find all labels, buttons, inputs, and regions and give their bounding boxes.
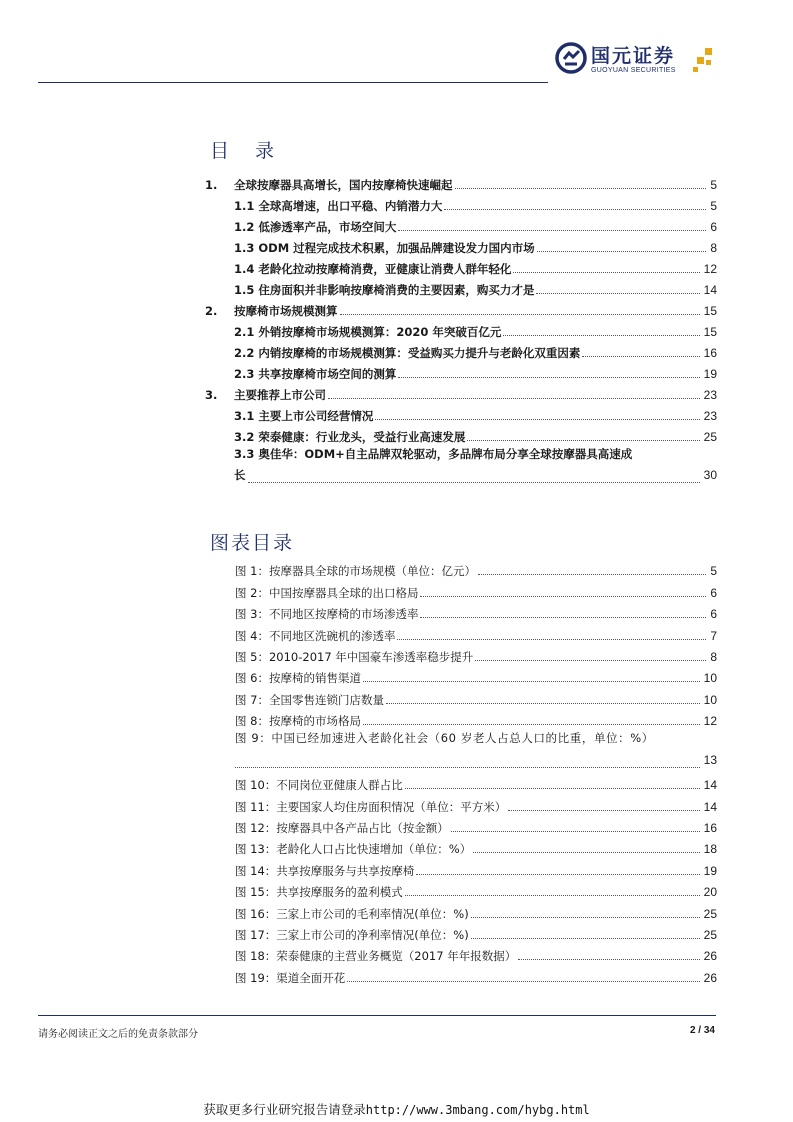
figure-entry-title: 图 13：老龄化人口占比快速增加（单位：%） xyxy=(235,842,472,857)
figure-entry-page: 26 xyxy=(703,970,717,985)
toc-entry[interactable] xyxy=(205,255,717,276)
toc-entry[interactable] xyxy=(205,444,717,486)
figure-entry[interactable] xyxy=(235,771,717,792)
dot-leader xyxy=(235,767,700,768)
figure-entry-page: 14 xyxy=(703,799,717,814)
figure-entry-title: 图 4：不同地区洗碗机的渗透率 xyxy=(235,628,396,643)
dot-leader xyxy=(363,724,700,725)
dot-leader xyxy=(455,188,707,189)
toc-entry-page: 12 xyxy=(703,262,717,276)
figure-entry[interactable] xyxy=(235,942,717,963)
toc-entry-title: 全球按摩器具高增长，国内按摩椅快速崛起 xyxy=(234,178,453,192)
toc-entry-page: 23 xyxy=(703,388,717,402)
dot-leader xyxy=(398,377,699,378)
toc-entry-page: 30 xyxy=(703,468,717,482)
toc-entry-number: 2. xyxy=(205,304,218,318)
dot-leader xyxy=(248,482,700,483)
toc-entry-page: 6 xyxy=(710,220,717,234)
dot-leader xyxy=(513,272,699,273)
toc-entry-title: 3.2 荣泰健康：行业龙头，受益行业高速发展 xyxy=(234,430,466,444)
figure-entry-page: 12 xyxy=(703,714,717,729)
toc-entry-page: 19 xyxy=(703,367,717,381)
figure-entry[interactable] xyxy=(235,557,717,578)
toc-entry[interactable] xyxy=(205,192,717,213)
figure-entry-page: 25 xyxy=(703,928,717,943)
toc-entry-page: 25 xyxy=(703,430,717,444)
figure-entry[interactable] xyxy=(235,600,717,621)
dot-leader xyxy=(518,959,699,960)
logo-english-name: GUOYUAN SECURITIES xyxy=(591,67,676,74)
figure-entry[interactable] xyxy=(235,621,717,642)
figure-entry[interactable] xyxy=(235,685,717,706)
figure-entry-page: 10 xyxy=(703,671,717,686)
toc-entry-title: 按摩椅市场规模测算 xyxy=(234,304,338,318)
toc-entry[interactable] xyxy=(205,423,717,444)
figure-entry-title: 图 11：主要国家人均住房面积情况（单位：平方米） xyxy=(235,799,507,814)
figure-entry-title: 图 6：按摩椅的销售渠道 xyxy=(235,671,361,686)
dot-leader xyxy=(405,788,700,789)
toc-entry-title: 3.3 奥佳华：ODM+自主品牌双轮驱动，多品牌布局分享全球按摩器具高速成 xyxy=(234,447,633,461)
figure-entry-title: 图 16：三家上市公司的毛利率情况(单位：%) xyxy=(235,906,469,921)
toc-entry-page: 5 xyxy=(710,178,717,192)
page-indicator: 2 / 34 xyxy=(689,1025,715,1036)
toc-entry[interactable] xyxy=(205,213,717,234)
toc-entry[interactable] xyxy=(205,318,717,339)
figure-entry-page: 16 xyxy=(703,821,717,836)
dot-leader xyxy=(420,617,706,618)
toc-entry-page: 14 xyxy=(703,283,717,297)
toc-entry-title: 1.5 住房面积并非影响按摩椅消费的主要因素，购买力才是 xyxy=(234,283,535,297)
figure-entry[interactable] xyxy=(235,578,717,599)
dot-leader xyxy=(340,314,700,315)
dot-leader xyxy=(375,419,699,420)
figure-entry-title: 图 17：三家上市公司的净利率情况(单位：%) xyxy=(235,928,469,943)
toc-entry[interactable] xyxy=(205,381,717,402)
footer-divider xyxy=(38,1015,716,1016)
toc-entry[interactable] xyxy=(205,297,717,318)
figure-entry[interactable] xyxy=(235,792,717,813)
logo-decoration-icon xyxy=(691,48,715,74)
dot-leader xyxy=(473,852,699,853)
company-logo xyxy=(555,40,755,84)
toc-entry-title: 1.2 低渗透率产品，市场空间大 xyxy=(234,220,397,234)
toc-list xyxy=(205,171,717,486)
figure-entry-page: 14 xyxy=(703,778,717,793)
figure-entry-page: 7 xyxy=(710,628,717,643)
figures-list xyxy=(235,557,717,985)
figure-entry-page: 5 xyxy=(710,564,717,579)
toc-entry-title: 3.1 主要上市公司经营情况 xyxy=(234,409,374,423)
toc-entry-number: 3. xyxy=(205,388,218,402)
dot-leader xyxy=(386,703,700,704)
figure-entry-title: 图 7：全国零售连锁门店数量 xyxy=(235,692,384,707)
dot-leader xyxy=(363,681,700,682)
figure-entry[interactable] xyxy=(235,707,717,728)
toc-title: 目 录 xyxy=(210,140,285,162)
figure-entry[interactable] xyxy=(235,856,717,877)
figure-entry-title: 图 2：中国按摩器具全球的出口格局 xyxy=(235,585,419,600)
figure-entry-page: 8 xyxy=(710,649,717,664)
toc-entry[interactable] xyxy=(205,234,717,255)
figure-entry-title: 图 10：不同岗位亚健康人群占比 xyxy=(235,778,403,793)
figure-entry-page: 13 xyxy=(703,752,717,767)
figure-entry-title: 图 9：中国已经加速进入老龄化社会（60 岁老人占总人口的比重，单位：%） xyxy=(235,731,654,746)
figure-entry[interactable] xyxy=(235,835,717,856)
guoyuan-logo-icon xyxy=(555,42,587,74)
dot-leader xyxy=(397,639,706,640)
figure-entry-title: 图 1：按摩器具全球的市场规模（单位：亿元） xyxy=(235,564,476,579)
footer-disclaimer: 请务必阅读正文之后的免责条款部分 xyxy=(38,1029,198,1040)
figure-entry[interactable] xyxy=(235,963,717,984)
figure-entry-title: 图 3：不同地区按摩椅的市场渗透率 xyxy=(235,607,419,622)
figure-entry-title: 图 12：按摩器具中各产品占比（按金额） xyxy=(235,821,449,836)
toc-entry-title: 2.2 内销按摩椅的市场规模测算：受益购买力提升与老龄化双重因素 xyxy=(234,346,581,360)
figure-entry-page: 20 xyxy=(703,885,717,900)
toc-entry[interactable] xyxy=(205,402,717,423)
figure-entry-title: 图 19：渠道全面开花 xyxy=(235,970,346,985)
figures-title: 图表目录 xyxy=(210,532,295,554)
figure-entry-page: 10 xyxy=(703,692,717,707)
figure-entry-page: 19 xyxy=(703,863,717,878)
toc-entry-page: 5 xyxy=(710,199,717,213)
logo-chinese-name: 国元证券 xyxy=(591,45,676,67)
dot-leader xyxy=(416,874,699,875)
figure-entry-title: 图 18：荣泰健康的主营业务概览（2017 年年报数据） xyxy=(235,949,517,964)
dot-leader xyxy=(444,209,706,210)
toc-entry[interactable] xyxy=(205,360,717,381)
dot-leader xyxy=(471,938,700,939)
download-note xyxy=(0,1100,793,1118)
download-note-text: 获取更多行业研究报告请登录 xyxy=(203,1102,366,1117)
figure-entry[interactable] xyxy=(235,664,717,685)
figure-entry-page: 6 xyxy=(710,585,717,600)
dot-leader xyxy=(467,440,699,441)
dot-leader xyxy=(328,398,700,399)
download-link[interactable]: http://www.3mbang.com/hybg.html xyxy=(365,1103,590,1117)
dot-leader xyxy=(475,660,706,661)
dot-leader xyxy=(398,230,706,231)
figure-entry[interactable] xyxy=(235,728,717,771)
toc-entry-title-cont: 长 xyxy=(234,468,246,482)
figure-entry[interactable] xyxy=(235,899,717,920)
dot-leader xyxy=(582,356,699,357)
toc-entry[interactable] xyxy=(205,339,717,360)
figure-entry-title: 图 15：共享按摩服务的盈利模式 xyxy=(235,885,403,900)
header-divider xyxy=(38,82,548,83)
dot-leader xyxy=(405,895,700,896)
figure-entry[interactable] xyxy=(235,878,717,899)
dot-leader xyxy=(536,293,699,294)
toc-entry-page: 8 xyxy=(710,241,717,255)
dot-leader xyxy=(347,981,699,982)
dot-leader xyxy=(537,251,707,252)
figure-entry[interactable] xyxy=(235,921,717,942)
figure-entry[interactable] xyxy=(235,814,717,835)
toc-entry-title: 主要推荐上市公司 xyxy=(234,388,326,402)
figure-entry-title: 图 14：共享按摩服务与共享按摩椅 xyxy=(235,863,415,878)
figure-entry-page: 26 xyxy=(703,949,717,964)
toc-entry-page: 16 xyxy=(703,346,717,360)
toc-entry-page: 15 xyxy=(703,304,717,318)
figure-entry-page: 25 xyxy=(703,906,717,921)
dot-leader xyxy=(420,596,706,597)
toc-entry-number: 1. xyxy=(205,178,218,192)
toc-entry-title: 2.3 共享按摩椅市场空间的测算 xyxy=(234,367,397,381)
toc-entry-title: 2.1 外销按摩椅市场规模测算：2020 年突破百亿元 xyxy=(234,325,502,339)
dot-leader xyxy=(508,810,699,811)
toc-entry-page: 23 xyxy=(703,409,717,423)
toc-entry-page: 15 xyxy=(703,325,717,339)
figure-entry-title: 图 8：按摩椅的市场格局 xyxy=(235,714,361,729)
toc-entry-title: 1.1 全球高增速，出口平稳、内销潜力大 xyxy=(234,199,443,213)
dot-leader xyxy=(503,335,699,336)
toc-entry[interactable] xyxy=(205,276,717,297)
dot-leader xyxy=(471,917,700,918)
figure-entry-page: 18 xyxy=(703,842,717,857)
figure-entry[interactable] xyxy=(235,643,717,664)
dot-leader xyxy=(478,574,706,575)
dot-leader xyxy=(451,831,700,832)
toc-entry-title: 1.3 ODM 过程完成技术积累，加强品牌建设发力国内市场 xyxy=(234,241,535,255)
figure-entry-title: 图 5：2010-2017 年中国豪车渗透率稳步提升 xyxy=(235,649,474,664)
toc-entry[interactable] xyxy=(205,171,717,192)
toc-entry-title: 1.4 老龄化拉动按摩椅消费，亚健康让消费人群年轻化 xyxy=(234,262,512,276)
figure-entry-page: 6 xyxy=(710,607,717,622)
